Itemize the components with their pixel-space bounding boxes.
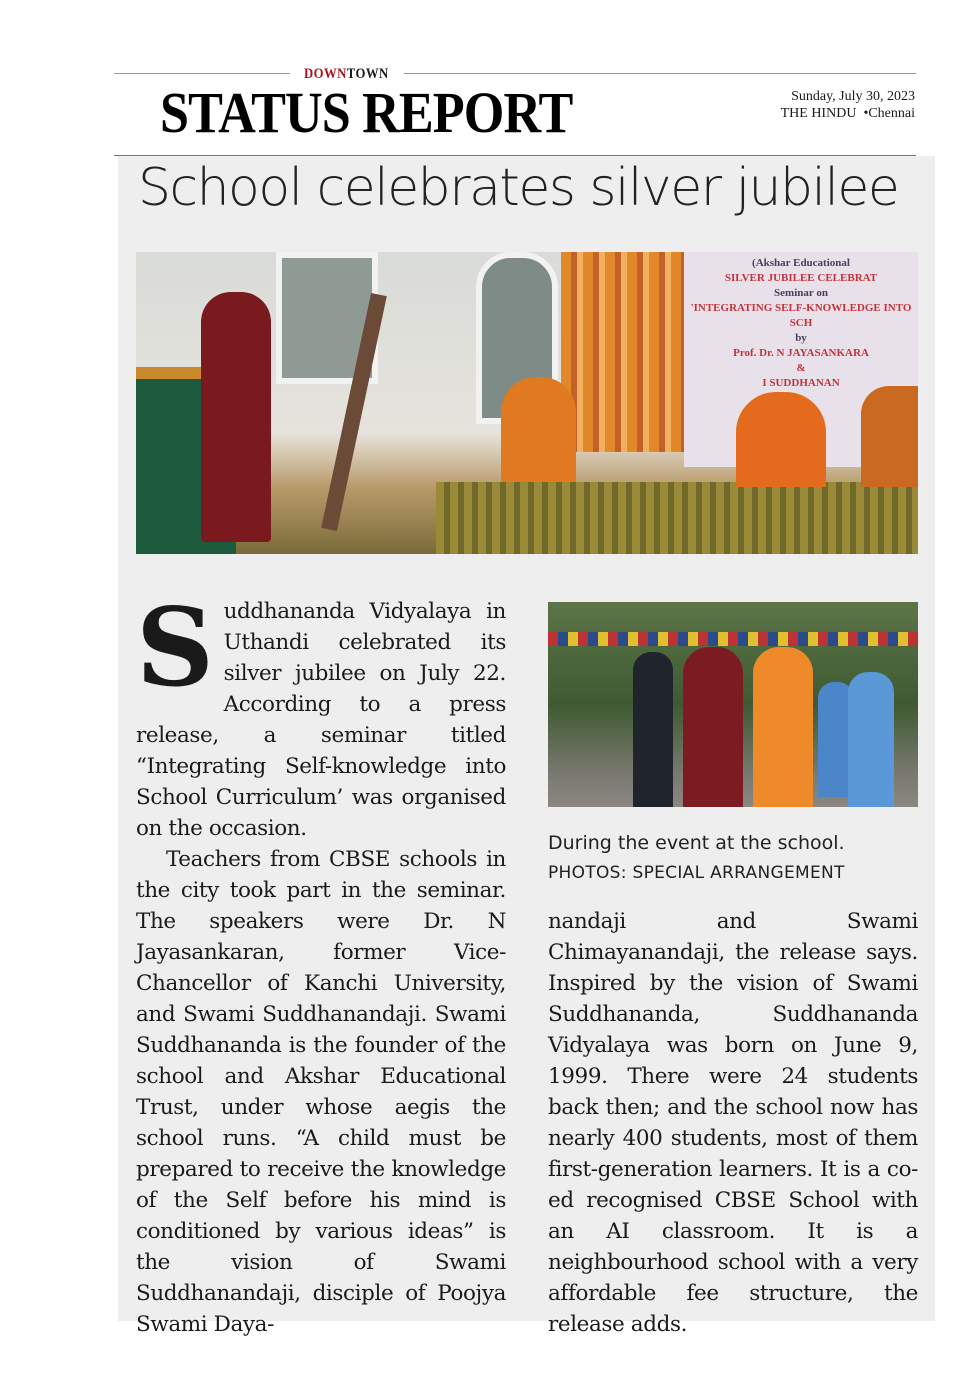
article-column-1 [136,585,506,1340]
head-table [436,482,918,554]
caption-text: During the event at the school. [548,832,845,854]
city: Chennai [868,106,915,121]
dateline: Sunday, July 30, 2023 THE HINDU •Chennai [780,89,915,121]
banner-line: Seminar on [774,287,828,299]
guest-saffron-1 [501,377,576,482]
paragraph-2: Teachers from CBSE schools in the city took part in the seminar. The speakers were Dr. N Jayasankaran, former Vice-Chancellor of Kanchi University, and Swami Suddhanandaji. Swami Suddhananda is the founder of the school and Akshar Educational Trust, under whose aegis the school runs. “A child must be prepared to receive the knowledge of the Self before his mind is conditioned by various ideas” is the vision of Swami Suddhanandaji, disciple of Poojya Swami Daya- [136,847,506,1337]
top-rule-right [404,73,916,74]
banner-line: I SUDDHANAN [762,377,840,389]
event-photo-procession [548,602,918,807]
banner-line: by [795,332,807,344]
person-dark [633,652,673,807]
curtain [561,252,684,452]
event-photo-stage [136,252,918,554]
paragraph-1: uddhananda Vidyalaya in Uthandi celebrated its silver jubilee on July 22. According to a press release, a seminar titled “Integrating Self-knowledge into School Curriculum’ was organised on the occasion. [136,599,506,841]
banner-line: Prof. Dr. N JAYASANKARA [733,347,869,359]
headline: School celebrates silver jubilee [138,158,899,218]
paragraph-3: nandaji and Swami Chimayanandaji, the release says. Inspired by the vision of Swami Suddhananda, Suddhananda Vidyalaya was born on June 9, 1999. There were 24 students back then; and the school now has nearly 400 students, most of them first-generation learners. It is a co-ed recognised CBSE School with an AI classroom. It is a neighbourhood school with a very affordable fee structure, the release adds. [548,909,918,1337]
date: Sunday, July 30, 2023 [791,89,915,104]
photo-caption [548,828,845,888]
drop-cap: S [136,585,214,711]
guest-3 [861,386,918,487]
banner-line: SILVER JUBILEE CELEBRAT [724,272,878,284]
person-maroon [683,647,743,807]
student-2 [848,672,894,807]
bunting [548,632,918,646]
paper-name: THE HINDU [780,106,857,121]
guest-saffron-2 [736,392,826,487]
speaker [201,292,271,542]
kicker-black: TOWN [346,66,389,82]
photo-credit: PHOTOS: SPECIAL ARRANGEMENT [548,863,845,883]
article-column-2 [548,906,918,1340]
banner-line: 'INTEGRATING SELF-KNOWLEDGE INTO SCH [690,302,912,329]
banner-line: & [796,362,806,374]
kicker-red: DOWN [304,66,347,82]
top-rule-left [114,73,290,74]
person-saffron [753,647,813,807]
masthead: STATUS REPORT [160,80,573,145]
banner-line: (Akshar Educational [752,257,850,269]
